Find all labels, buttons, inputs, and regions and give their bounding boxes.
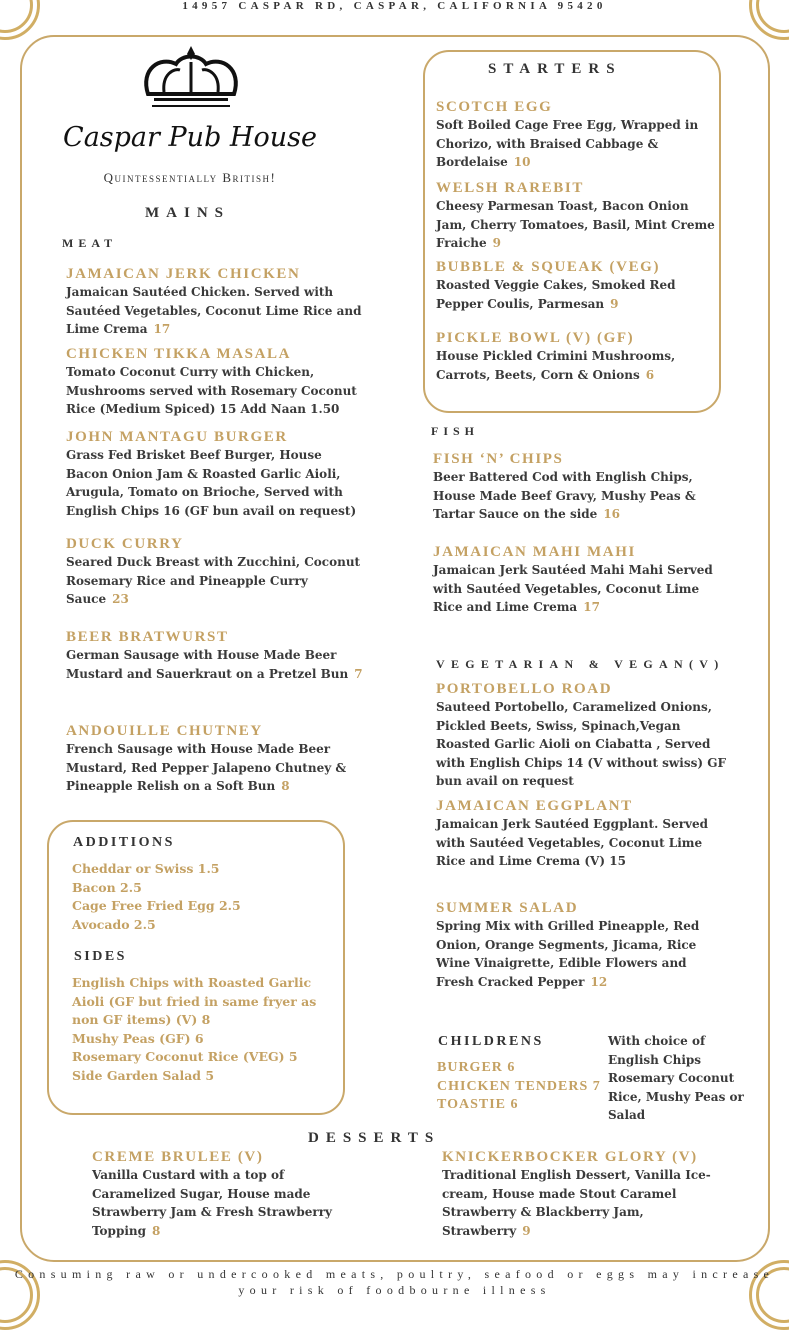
side-item: Rosemary Coconut Rice (VEG) 5: [72, 1049, 298, 1064]
item-description-block: [436, 815, 726, 871]
additions-title: ADDITIONS: [73, 835, 175, 850]
item-name: SCOTCH EGG: [436, 99, 553, 115]
starters-title: STARTERS: [488, 61, 622, 77]
item-name: BEER BRATWURST: [66, 629, 229, 645]
item-name: JAMAICAN JERK CHICKEN: [66, 266, 301, 282]
item-price: 16: [603, 507, 621, 521]
item-description-block: [436, 698, 726, 791]
veg-title: VEGETARIAN & VEGAN(V): [436, 657, 725, 671]
item-description: French Sausage with House Made Beer Mustard, Red Pepper Jalapeno Chutney & Pineapple Relish on a Soft Bun: [66, 742, 347, 793]
childrens-note: With choice of English Chips Rosemary Coconut Rice, Mushy Peas or Salad: [608, 1034, 744, 1122]
item-name: KNICKERBOCKER GLORY (V): [442, 1149, 698, 1165]
item-description-block: [92, 1166, 362, 1240]
side-item: English Chips with Roasted Garlic Aioli (GF but fried in same fryer as non GF items) (V) 8: [72, 975, 317, 1027]
starters-item: [436, 98, 718, 172]
item-description-block: [433, 468, 723, 524]
meat-item: [66, 265, 366, 339]
meat-item: [66, 428, 366, 520]
item-description: Beer Battered Cod with English Chips, House Made Beef Gravy, Mushy Peas & Tartar Sauce on the side: [433, 470, 696, 521]
item-description-block: [436, 917, 726, 991]
item-name: JOHN MANTAGU BURGER: [66, 429, 288, 445]
item-description: Tomato Coconut Curry with Chicken, Mushrooms served with Rosemary Coconut Rice (Medium Spiced) 15 Add Naan 1.50: [66, 365, 357, 416]
item-name: PICKLE BOWL (V) (GF): [436, 330, 635, 346]
mains-title: MAINS: [145, 205, 231, 221]
item-name: JAMAICAN MAHI MAHI: [433, 544, 636, 560]
item-name: JAMAICAN EGGPLANT: [436, 798, 633, 814]
item-name: WELSH RAREBIT: [436, 180, 584, 196]
item-description-block: [66, 646, 366, 683]
item-name: SUMMER SALAD: [436, 900, 579, 916]
crown-logo-icon: [140, 44, 242, 110]
item-description-block: [442, 1166, 712, 1240]
item-price: 12: [590, 974, 608, 989]
item-description: Jamaican Sautéed Chicken. Served with Sautéed Vegetables, Coconut Lime Rice and Lime Crema: [66, 285, 362, 336]
childrens-title: CHILDRENS: [438, 1034, 544, 1049]
side-item: Mushy Peas (GF) 6: [72, 1030, 204, 1046]
starters-item: [436, 329, 718, 384]
childrens-item: BURGER 6: [437, 1060, 516, 1075]
item-description-block: [66, 283, 366, 339]
childrens-list: [437, 1059, 607, 1115]
meat-item: [66, 628, 366, 683]
item-price: 9: [492, 236, 501, 250]
addition-item: Cage Free Fried Egg 2.5: [72, 898, 241, 913]
item-description: Jamaican Jerk Sautéed Mahi Mahi Served with Sautéed Vegetables, Coconut Lime Rice and Lime Crema: [433, 563, 713, 614]
desserts-item: [442, 1148, 712, 1240]
item-description: House Pickled Crimini Mushrooms, Carrots, Beets, Corn & Onions: [436, 349, 676, 382]
item-description: Soft Boiled Cage Free Egg, Wrapped in Chorizo, with Braised Cabbage & Bordelaise: [436, 118, 699, 169]
item-name: CREME BRULEE (V): [92, 1149, 264, 1165]
item-description: Sauteed Portobello, Caramelized Onions, Pickled Beets, Swiss, Spinach,Vegan Roasted Garlic Aioli on Ciabatta , Served with English Chips 14 (V without swiss) GF bun avail on request: [436, 700, 726, 788]
item-description: German Sausage with House Made Beer Mustard and Sauerkraut on a Pretzel Bun: [66, 648, 349, 681]
additions-list: [72, 860, 337, 934]
item-description-block: [436, 276, 718, 313]
desserts-title: DESSERTS: [308, 1130, 441, 1146]
item-description-block: [433, 561, 723, 617]
item-name: ANDOUILLE CHUTNEY: [66, 723, 263, 739]
item-price: 9: [610, 296, 619, 311]
item-name: BUBBLE & SQUEAK (VEG): [436, 259, 661, 275]
meat-title: MEAT: [62, 236, 118, 250]
item-description-block: [436, 347, 718, 384]
sides-list: [72, 974, 337, 1085]
item-price: 8: [281, 779, 290, 793]
veg-item: [436, 680, 726, 791]
item-price: 9: [522, 1223, 531, 1238]
item-description: Cheesy Parmesan Toast, Bacon Onion Jam, Cherry Tomatoes, Basil, Mint Creme Fraiche: [436, 199, 715, 250]
meat-item: [66, 722, 366, 796]
item-name: DUCK CURRY: [66, 536, 184, 552]
address: 14957 CASPAR RD, CASPAR, CALIFORNIA 95420: [182, 0, 607, 12]
childrens-item: CHICKEN TENDERS 7: [437, 1078, 601, 1094]
item-description: Traditional English Dessert, Vanilla Ice-cream, House made Stout Caramel Strawberry & Blackberry Jam, Strawberry: [442, 1168, 711, 1238]
item-description: Spring Mix with Grilled Pineapple, Red Onion, Orange Segments, Jicama, Rice Wine Vinaigrette, Edible Flowers and Fresh Cracked Pepper: [436, 919, 700, 989]
fish-title: FISH: [431, 424, 480, 438]
item-description-block: [66, 740, 366, 796]
item-description-block: [66, 553, 366, 609]
addition-item: Avocado 2.5: [72, 916, 156, 932]
fish-item: [433, 450, 723, 524]
item-price: 7: [354, 666, 363, 681]
sides-title: SIDES: [74, 949, 127, 964]
veg-item: [436, 899, 726, 991]
item-price: 23: [112, 592, 129, 606]
veg-item: [436, 797, 726, 871]
childrens-item: TOASTIE 6: [437, 1097, 519, 1112]
item-price: 6: [645, 367, 655, 382]
meat-item: [66, 345, 366, 419]
fish-item: [433, 543, 723, 617]
item-price: 17: [153, 322, 171, 336]
meat-item: [66, 535, 366, 609]
item-description-block: [66, 363, 366, 419]
item-name: CHICKEN TIKKA MASALA: [66, 346, 292, 362]
addition-item: Bacon 2.5: [72, 879, 142, 895]
item-description-block: [436, 197, 718, 253]
addition-item: Cheddar or Swiss 1.5: [72, 861, 220, 876]
item-description: Jamaican Jerk Sautéed Eggplant. Served with Sautéed Vegetables, Coconut Lime Rice and Lime Crema (V) 15: [436, 817, 709, 868]
item-description: Roasted Veggie Cakes, Smoked Red Pepper Coulis, Parmesan: [436, 278, 676, 311]
item-description-block: [66, 446, 366, 520]
side-item: Side Garden Salad 5: [72, 1067, 215, 1083]
brand-name: Caspar Pub House: [63, 122, 317, 153]
item-name: PORTOBELLO ROAD: [436, 681, 613, 697]
item-description: Grass Fed Brisket Beef Burger, House Bacon Onion Jam & Roasted Garlic Aioli, Arugula, Tomato on Brioche, Served with English Chips 16 (GF bun avail on request): [66, 448, 357, 518]
starters-item: [436, 179, 718, 253]
item-price: 17: [583, 600, 600, 614]
item-description-block: [436, 116, 718, 172]
starters-item: [436, 258, 718, 313]
desserts-item: [92, 1148, 362, 1240]
food-safety-warning: Consuming raw or undercooked meats, poultry, seafood or eggs may increase your risk of foodbourne illness: [14, 1267, 775, 1297]
item-name: FISH ‘N’ CHIPS: [433, 451, 564, 467]
brand-tagline: Quintessentially British!: [103, 170, 277, 185]
item-description: Seared Duck Breast with Zucchini, Coconut Rosemary Rice and Pineapple Curry Sauce: [66, 555, 361, 606]
item-price: 10: [513, 155, 531, 169]
item-description: Vanilla Custard with a top of Caramelized Sugar, House made Strawberry Jam & Fresh Strawberry Topping: [92, 1168, 332, 1238]
item-price: 8: [152, 1223, 161, 1238]
